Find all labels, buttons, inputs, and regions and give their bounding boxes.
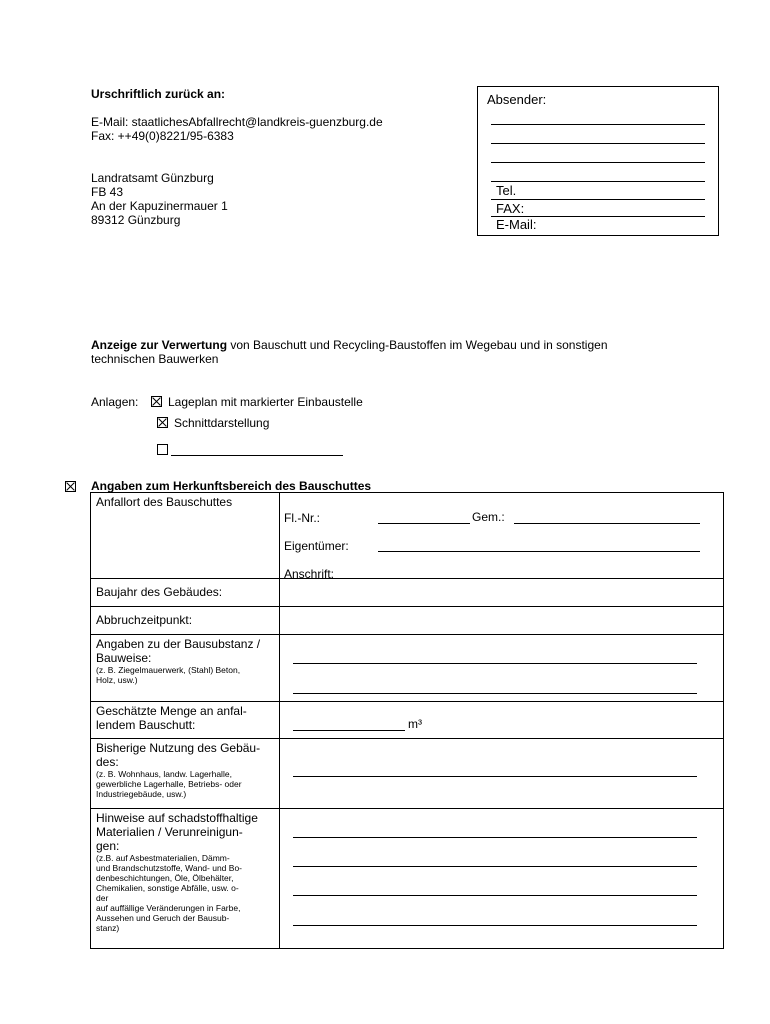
hinweise-hint: und Brandschutzstoffe, Wand- und Bo- xyxy=(96,863,243,873)
attachment-checkbox[interactable] xyxy=(157,417,168,428)
eigentuemer-label: Eigentümer: xyxy=(284,539,349,553)
anfallort-label: Anfallort des Bauschuttes xyxy=(96,495,233,509)
baujahr-field[interactable] xyxy=(280,579,724,607)
address-line: An der Kapuzinermauer 1 xyxy=(91,199,228,213)
sender-line[interactable] xyxy=(491,124,705,125)
anfallort-value-cell xyxy=(280,493,724,579)
hinweise-label: Materialien / Verunreinigun- xyxy=(96,825,243,839)
sender-label: Absender: xyxy=(487,92,547,107)
eigentuemer-field[interactable] xyxy=(378,551,700,552)
sender-line[interactable] xyxy=(491,143,705,144)
sender-tel-label: Tel. xyxy=(496,183,517,198)
attachments-label: Anlagen: xyxy=(91,395,139,409)
attachment-text: Schnittdarstellung xyxy=(174,416,270,430)
flnr-label: Fl.-Nr.: xyxy=(284,511,320,525)
bausubstanz-hint: (z. B. Ziegelmauerwerk, (Stahl) Beton, xyxy=(96,665,241,675)
address-line: 89312 Günzburg xyxy=(91,213,181,227)
gem-label: Gem.: xyxy=(472,510,505,524)
hinweise-label: gen: xyxy=(96,839,120,853)
hinweise-hint: Aussehen und Geruch der Bausub- xyxy=(96,913,230,923)
nutzung-value-cell xyxy=(280,739,724,809)
subject-rest: von Bauschutt und Recycling-Baustoffen im Wegebau und in sonstigen xyxy=(227,338,608,352)
nutzung-hint: Industriegebäude, usw.) xyxy=(96,789,187,799)
bausubstanz-value-cell xyxy=(280,635,724,702)
hinweise-field[interactable] xyxy=(293,925,697,926)
bausubstanz-label-cell xyxy=(91,635,280,702)
sender-line[interactable] xyxy=(491,181,705,182)
sender-fax-label: FAX: xyxy=(496,201,525,216)
section-title: Angaben zum Herkunftsbereich des Bauschuttes xyxy=(91,479,372,493)
nutzung-hint: gewerbliche Lagerhalle, Betriebs- oder xyxy=(96,779,242,789)
table-row xyxy=(91,607,724,635)
bausubstanz-field[interactable] xyxy=(293,663,697,664)
table-row xyxy=(91,739,724,809)
nutzung-field[interactable] xyxy=(293,776,697,777)
hinweise-hint: stanz) xyxy=(96,923,120,933)
return-email: E-Mail: staatlichesAbfallrecht@landkreis-guenzburg.de xyxy=(91,115,383,129)
return-fax: Fax: ++49(0)8221/95-6383 xyxy=(91,129,234,143)
table-row xyxy=(91,809,724,949)
gem-field[interactable] xyxy=(514,523,700,524)
subject-bold: Anzeige zur Verwertung xyxy=(91,338,228,352)
hinweise-hint: denbeschichtungen, Öle, Ölbehälter, xyxy=(96,873,234,883)
hinweise-label-cell xyxy=(91,809,280,949)
attachment-other-field[interactable] xyxy=(171,455,343,456)
herkunft-table xyxy=(90,492,724,949)
hinweise-label: Hinweise auf schadstoffhaltige xyxy=(96,811,258,825)
bausubstanz-label: Angaben zu der Bausubstanz / xyxy=(96,637,261,651)
table-row xyxy=(91,635,724,702)
table-row xyxy=(91,702,724,739)
menge-field[interactable] xyxy=(293,730,405,731)
sender-box xyxy=(477,86,719,236)
sender-email-label: E-Mail: xyxy=(496,217,537,232)
hinweise-field[interactable] xyxy=(293,837,697,838)
section-checkbox[interactable] xyxy=(65,481,76,492)
sender-tel-field[interactable] xyxy=(491,199,705,200)
hinweise-hint: der xyxy=(96,893,109,903)
nutzung-label: des: xyxy=(96,755,119,769)
nutzung-label-cell xyxy=(91,739,280,809)
hinweise-hint: auf auffällige Veränderungen in Farbe, xyxy=(96,903,241,913)
attachment-checkbox[interactable] xyxy=(151,396,162,407)
abbruch-label: Abbruchzeitpunkt: xyxy=(96,613,193,627)
baujahr-label-cell xyxy=(91,579,280,607)
address-line: FB 43 xyxy=(91,185,124,199)
subject-line xyxy=(91,338,608,352)
table-row xyxy=(91,579,724,607)
abbruch-label-cell xyxy=(91,607,280,635)
attachment-checkbox[interactable] xyxy=(157,444,168,455)
sender-line[interactable] xyxy=(491,162,705,163)
hinweise-field[interactable] xyxy=(293,895,697,896)
hinweise-hint: (z.B. auf Asbestmaterialien, Dämm- xyxy=(96,853,230,863)
menge-unit: m³ xyxy=(408,717,422,731)
anschrift-label: Anschrift: xyxy=(284,567,335,581)
bausubstanz-field[interactable] xyxy=(293,693,697,694)
hinweise-value-cell xyxy=(280,809,724,949)
menge-label-cell xyxy=(91,702,280,739)
bausubstanz-label: Bauweise: xyxy=(96,651,152,665)
nutzung-label: Bisherige Nutzung des Gebäu- xyxy=(96,741,261,755)
bausubstanz-hint: Holz, usw.) xyxy=(96,675,138,685)
flnr-field[interactable] xyxy=(378,523,470,524)
abbruch-field[interactable] xyxy=(280,607,724,635)
nutzung-hint: (z. B. Wohnhaus, landw. Lagerhalle, xyxy=(96,769,232,779)
menge-label: Geschätzte Menge an anfal- xyxy=(96,704,247,718)
menge-label: lendem Bauschutt: xyxy=(96,718,196,732)
attachment-text: Lageplan mit markierter Einbaustelle xyxy=(168,395,363,409)
menge-value-cell xyxy=(280,702,724,739)
address-line: Landratsamt Günzburg xyxy=(91,171,214,185)
hinweise-field[interactable] xyxy=(293,866,697,867)
baujahr-label: Baujahr des Gebäudes: xyxy=(96,585,223,599)
table-row xyxy=(91,493,724,579)
return-heading: Urschriftlich zurück an: xyxy=(91,87,226,101)
hinweise-hint: Chemikalien, sonstige Abfälle, usw. o- xyxy=(96,883,239,893)
anfallort-label-cell xyxy=(91,493,280,579)
subject-line2: technischen Bauwerken xyxy=(91,352,219,366)
